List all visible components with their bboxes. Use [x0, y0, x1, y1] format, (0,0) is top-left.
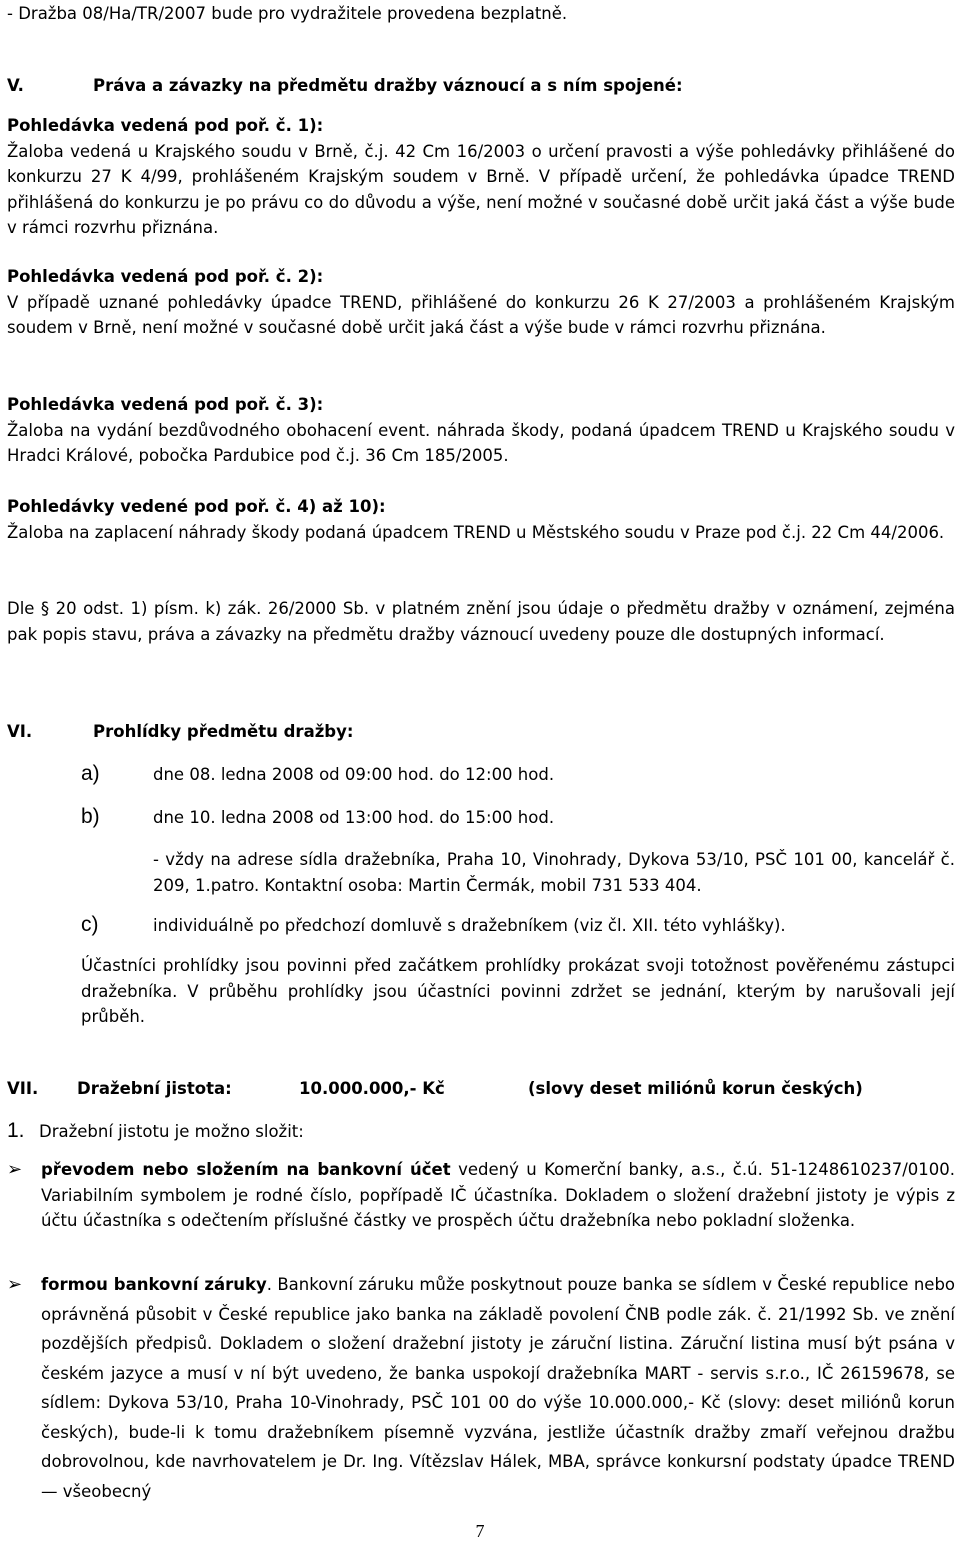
option-text: vedený u Komerční banky, a.s., č.ú. 51-1248610237/0100. Variabilním symbolem je rodné číslo, popřípadě IČ účastníka. Dokladem o složení dražební jistoty je výpis z účtu účastníka s odečtením příslušné částky ve prospěch účtu dražebníka nebo pokladní složenka. [41, 1160, 955, 1230]
section-vii-title: Dražební jistota: [77, 1079, 232, 1098]
section-vi-number: VI. [7, 722, 33, 741]
claim-text: Žaloba vedená u Krajského soudu v Brně, č.j. 42 Cm 16/2003 o určení pravosti a výše pohledávky přihlášené do konkurzu 27 K 4/99, prohlášeném Krajským soudem v Brně. V případě určení, že pohledávka úpadce TREND přihlášená do konkurzu je po právu co do důvodu a výše, není možné v současné době určit jaká část a výše bude v rámci rozvrhu přiznána. [7, 141, 955, 237]
claim-text: Žaloba na vydání bezdůvodného obohacení event. náhrada škody, podaná úpadcem TREND u Krajského soudu v Hradci Králové, pobočka Pardubice pod č.j. 36 Cm 185/2005. [7, 420, 955, 465]
viewing-b [81, 805, 955, 829]
viewing-b-text: dne 10. ledna 2008 od 13:00 hod. do 15:00 hod. [153, 808, 555, 827]
claim-heading: Pohledávka vedená pod poř. č. 1): [7, 116, 324, 135]
deposit-intro [7, 1119, 955, 1143]
claim-heading: Pohledávky vedené pod poř. č. 4) až 10): [7, 497, 386, 516]
section-vii-heading [7, 1079, 955, 1098]
option-title: převodem nebo složením na bankovní účet [41, 1160, 451, 1179]
deposit-option-guarantee [7, 1270, 955, 1506]
arrow-bullet-icon: ➢ [7, 1274, 23, 1295]
viewing-c [81, 913, 955, 937]
list-letter: b) [81, 805, 100, 828]
section-vi-title: Prohlídky předmětu dražby: [93, 722, 354, 741]
claim-4 [7, 494, 955, 545]
viewing-a [81, 762, 955, 786]
viewing-a-text: dne 08. ledna 2008 od 09:00 hod. do 12:00 hod. [153, 765, 555, 784]
section-v-heading [7, 76, 955, 95]
deposit-intro-text: Dražební jistotu je možno složit: [39, 1122, 304, 1141]
viewing-address: - vždy na adrese sídla dražebníka, Praha 10, Vinohrady, Dykova 53/10, PSČ 101 00, kancelář č. 209, 1.patro. Kontaktní osoba: Martin Čermák, mobil 731 533 404. [153, 850, 955, 895]
deposit-amount-words: (slovy deset miliónů korun českých) [528, 1079, 863, 1098]
claim-1 [7, 113, 955, 241]
claim-2 [7, 264, 955, 341]
claim-text: V případě uznané pohledávky úpadce TREND, přihlášené do konkurzu 26 K 27/2003 a prohlášeném Krajským soudem v Brně, není možné v současné době určit jaká část a výše bude v rámci rozvrhu přiznána. [7, 292, 955, 337]
list-letter: a) [81, 762, 100, 785]
arrow-bullet-icon: ➢ [7, 1159, 23, 1180]
intro-line: - Dražba 08/Ha/TR/2007 bude pro vydražitele provedena bezplatně. [7, 4, 568, 23]
option-text: . Bankovní záruku může poskytnout pouze banka se sídlem v České republice nebo oprávněná působit v České republice jako banka na základě povolení ČNB podle zák. č. 21/1992 Sb. ve znění pozdějších předpisů. Dokladem o složení dražební jistoty je záruční listina. Záruční listina musí být psána v českém jazyce a musí v ní být uvedeno, že banka uspokojí dražebníka MART - servis s.r.o., IČ 26159678, se sídlem: Dykova 53/10, Praha 10-Vinohrady, PSČ 101 00 do výše 10.000.000,- Kč (slovy: deset miliónů korun českých), bude-li k tomu dražebníkem písemně vyzvána, jestliže účastník dražby zmaří veřejnou dražbu dobrovolnou, kde navrhovatelem je Dr. Ing. Vítězslav Hálek, MBA, správce konkursní podstaty úpadce TREND — všeobecný [41, 1275, 956, 1501]
viewing-c-text: individuálně po předchozí domluvě s dražebníkem (viz čl. XII. této vyhlášky). [153, 916, 786, 935]
claim-heading: Pohledávka vedená pod poř. č. 2): [7, 267, 324, 286]
deposit-amount: 10.000.000,- Kč [299, 1079, 445, 1098]
list-letter: c) [81, 913, 99, 936]
claim-heading: Pohledávka vedená pod poř. č. 3): [7, 395, 324, 414]
section-vii-number: VII. [7, 1079, 39, 1098]
option-title: formou bankovní záruky [41, 1275, 267, 1294]
claim-3 [7, 392, 955, 469]
claim-text: Žaloba na zaplacení náhrady škody podaná úpadcem TREND u Městského soudu v Praze pod č.j. 22 Cm 44/2006. [7, 522, 945, 542]
deposit-number: 1. [7, 1119, 25, 1142]
section-v-number: V. [7, 76, 24, 95]
section-v-closing: Dle § 20 odst. 1) písm. k) zák. 26/2000 Sb. v platném znění jsou údaje o předmětu dražby v oznámení, zejména pak popis stavu, práva a závazky na předmětu dražby váznoucí uvedeny pouze dle dostupných informací. [7, 599, 955, 644]
section-v-title: Práva a závazky na předmětu dražby váznoucí a s ním spojené: [93, 76, 683, 95]
deposit-option-transfer [7, 1157, 955, 1234]
section-vi-heading [7, 722, 955, 741]
page-number: 7 [475, 1521, 485, 1541]
viewing-note: Účastníci prohlídky jsou povinni před začátkem prohlídky prokázat svoji totožnost pověřenému zástupci dražebníka. V průběhu prohlídky jsou účastníci povinni zdržet se jednání, kterým by narušovali její průběh. [81, 956, 955, 1026]
